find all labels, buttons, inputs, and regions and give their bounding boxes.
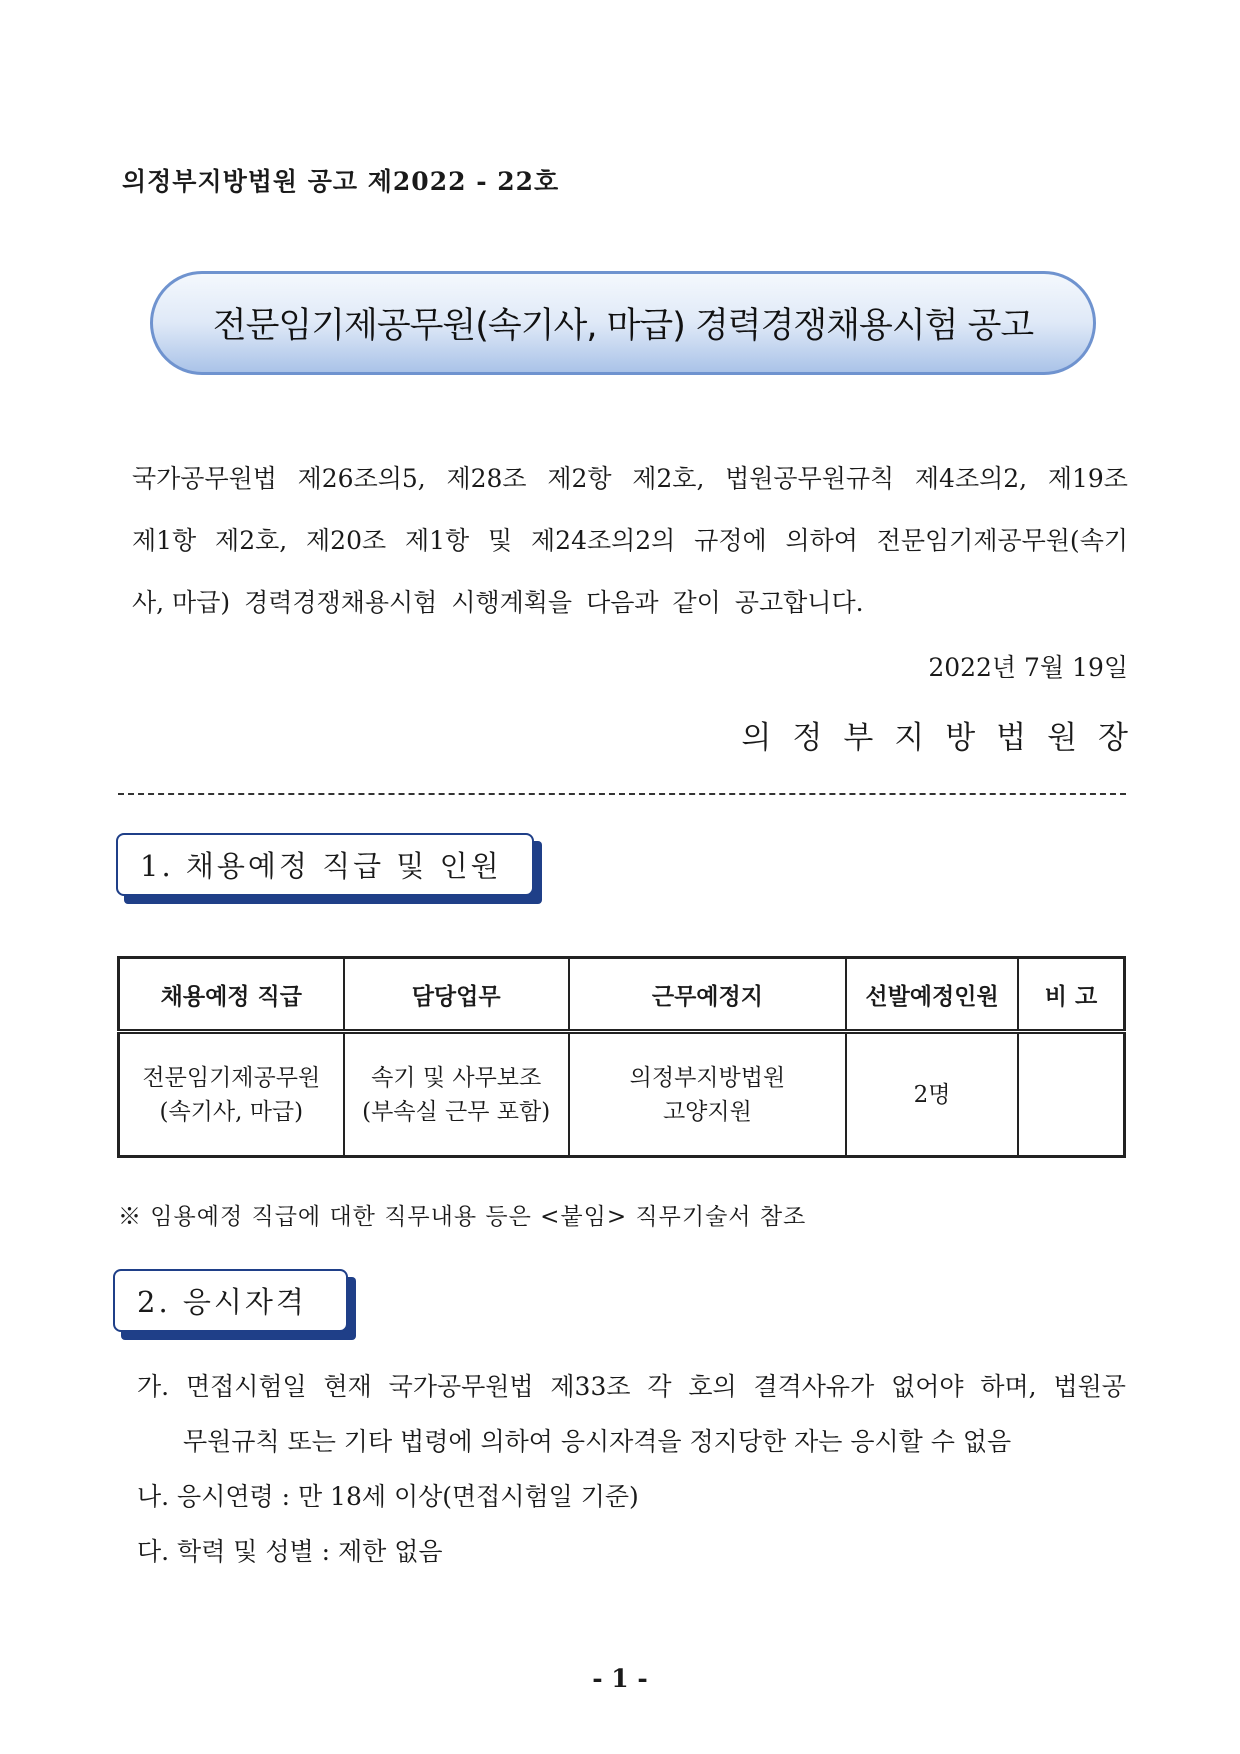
- cell-place: [569, 1032, 846, 1157]
- ga-word: 국가공무원법: [388, 1372, 534, 1401]
- intro-word: 및: [488, 526, 513, 555]
- document-title: 전문임기제공무원(속기사, 마급) 경력경쟁채용시험 공고: [212, 306, 1034, 346]
- title-banner: [150, 271, 1096, 375]
- qualification-item-da: 다. 학력 및 성별 : 제한 없음: [137, 1537, 443, 1566]
- hiring-table: [117, 956, 1126, 1158]
- announcement-date: 2022년 7월 19일: [928, 653, 1128, 682]
- ga-word: 결격사유가: [753, 1372, 875, 1401]
- ga-word: 없어야: [891, 1372, 964, 1401]
- intro-word: 같이: [672, 588, 721, 617]
- intro-paragraph: [132, 448, 1128, 634]
- intro-word: 국가공무원법: [132, 464, 277, 493]
- intro-word: 제2항: [547, 464, 612, 493]
- intro-line-3: [132, 572, 1128, 634]
- table-note: ※ 임용예정 직급에 대한 직무내용 등은 <붙임> 직무기술서 참조: [118, 1204, 807, 1230]
- header-place: 근무예정지: [569, 958, 846, 1032]
- place-line-1: 의정부지방법원: [629, 1064, 786, 1091]
- intro-word: 의하여: [785, 526, 858, 555]
- ga-word: 하며,: [980, 1372, 1037, 1401]
- cell-duty: [344, 1032, 569, 1157]
- place-line-2: 고양지원: [662, 1098, 752, 1125]
- intro-word: 다음과: [586, 588, 659, 617]
- section-2-heading: 2. 응시자격: [113, 1269, 348, 1332]
- ga-word: 면접시험일: [185, 1372, 307, 1401]
- intro-word: 시행계획을: [451, 588, 573, 617]
- intro-word: 제2호,: [215, 526, 288, 555]
- intro-word: 제20조: [306, 526, 387, 555]
- intro-word: 제24조의2의: [531, 526, 676, 555]
- cell-count: 2명: [846, 1032, 1018, 1157]
- duty-line-1: 속기 및 사무보조: [371, 1064, 542, 1091]
- cell-grade: [119, 1032, 344, 1157]
- ga-word: 각: [647, 1372, 672, 1401]
- header-duty: 담당업무: [344, 958, 569, 1032]
- header-count: 선발예정인원: [846, 958, 1018, 1032]
- ga-word: 법원공: [1053, 1372, 1126, 1401]
- table-header-row: [119, 958, 1125, 1032]
- intro-word: 제19조: [1047, 464, 1128, 493]
- intro-word: 전문임기제공무원(속기: [876, 526, 1128, 555]
- header-grade: 채용예정 직급: [119, 958, 344, 1032]
- intro-word: 제1항: [132, 526, 197, 555]
- ga-word: 제33조: [550, 1372, 631, 1401]
- intro-word: 제2호,: [632, 464, 705, 493]
- intro-word: 법원공무원규칙: [725, 464, 895, 493]
- intro-word: 경력경쟁채용시험: [244, 588, 438, 617]
- grade-line-1: 전문임기제공무원: [142, 1064, 321, 1091]
- table-row: [119, 1032, 1125, 1157]
- ga-word: 가.: [137, 1372, 170, 1401]
- intro-line-2: [132, 510, 1128, 572]
- intro-word: 제4조의2,: [914, 464, 1028, 493]
- notice-number: 의정부지방법원 공고 제2022 - 22호: [122, 167, 560, 196]
- intro-word: 사, 마급): [132, 588, 231, 617]
- duty-line-2: (부속실 근무 포함): [362, 1098, 551, 1125]
- cell-remark: [1018, 1032, 1125, 1157]
- qualification-item-na: 나. 응시연령 : 만 18세 이상(면접시험일 기준): [137, 1482, 639, 1511]
- signer-name: 의정부지방법원장: [741, 720, 1149, 756]
- ga-word: 호의: [688, 1372, 737, 1401]
- qualification-item-ga: [137, 1367, 1126, 1403]
- page-number: - 1 -: [592, 1664, 648, 1693]
- qualification-item-ga-cont: 무원규칙 또는 기타 법령에 의하여 응시자격을 정지당한 자는 응시할 수 없음: [183, 1427, 1012, 1456]
- grade-line-2: (속기사, 마급): [159, 1098, 304, 1125]
- intro-word: 규정에: [694, 526, 767, 555]
- intro-word: 공고합니다.: [734, 588, 864, 617]
- intro-word: 제1항: [404, 526, 470, 555]
- intro-line-1: [132, 448, 1128, 510]
- dashed-divider: [118, 793, 1126, 795]
- intro-word: 제26조의5,: [297, 464, 426, 493]
- intro-word: 제28조: [446, 464, 527, 493]
- section-1-heading: 1. 채용예정 직급 및 인원: [116, 833, 534, 896]
- header-remark: 비 고: [1018, 958, 1125, 1032]
- ga-word: 현재: [323, 1372, 372, 1401]
